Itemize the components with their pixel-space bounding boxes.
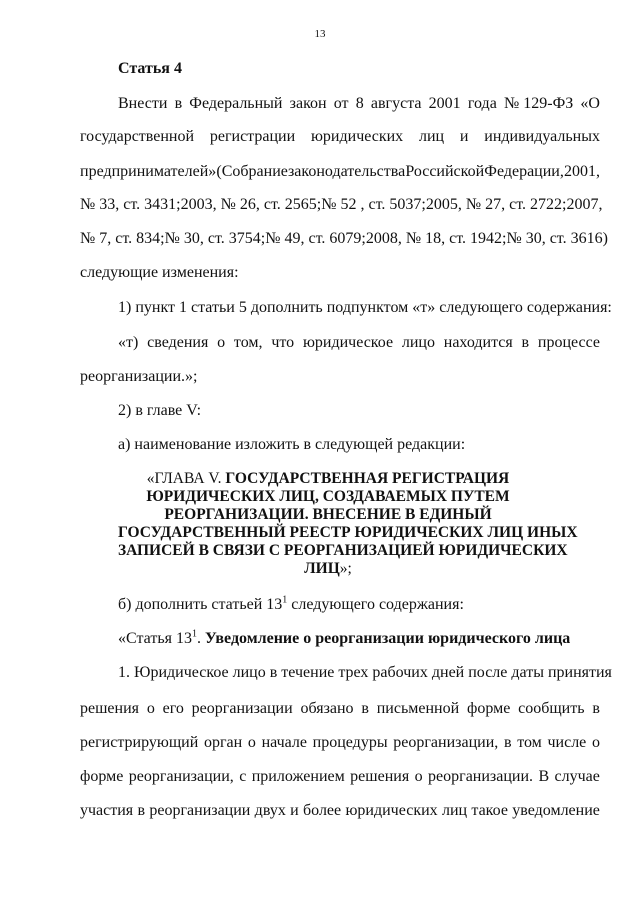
word: реорганизации. [428,768,534,785]
word: 2005, № 27, ст. 2722; [425,196,567,213]
word: юридическое [302,334,394,351]
word: № 33, ст. 3431; [80,196,181,213]
item-2b-superscript: 1 [282,594,288,606]
word: № 30, ст. 3754; [164,230,266,247]
word: что [271,334,295,351]
word: юридических [345,802,438,819]
word: и [290,802,299,819]
word: о [247,734,256,751]
word: регистрации [209,128,296,145]
word: от [333,95,349,112]
new-article-title: Уведомление о реорганизации юридического лица [204,630,571,647]
new-article-superscript: 1 [191,628,197,640]
word: Федеральный [189,95,283,112]
word: в [174,95,183,112]
p1-line-6: следующие изменения: [80,264,239,281]
word: в [361,700,369,717]
chapter-prefix: «ГЛАВА V. [146,470,222,487]
chapter-heading-line-1 [118,470,538,488]
item-2: 2) в главе V: [118,402,202,419]
new-article-heading [118,630,570,648]
word: и [459,128,469,145]
word: года [467,95,497,112]
word: № 30, ст. 3616) [506,230,608,247]
page-number: 13 [314,28,326,40]
word: реорганизации [191,700,293,717]
item-2b [118,596,464,614]
word: форме [80,768,124,785]
para-1-line-3 [80,734,600,752]
word: орган [203,734,243,751]
word: предпринимателей» [80,163,217,180]
p1-line-2 [80,128,600,146]
word: приложением [251,768,345,785]
word: лицо [401,334,435,351]
item-2a: а) наименование изложить в следующей редакции: [118,436,466,453]
word: в [503,734,512,751]
chapter-title-part-3: РЕОРГАНИЗАЦИИ. ВНЕСЕНИЕ В ЕДИНЫЙ [164,506,492,523]
item-1-quote-line-2: реорганизации.»; [80,368,198,385]
chapter-title-part-6: ЛИЦ [304,560,340,577]
word: о [146,700,155,717]
para-1-line-2 [80,700,600,718]
item-2b-text: б) дополнить статьей 13 [118,596,283,613]
item-1-quote-line-1 [118,334,600,352]
item-2b-text-end: следующего содержания: [287,596,464,613]
new-article-label: «Статья 13 [118,630,192,647]
p1-line-3 [80,163,600,181]
word: В [538,768,550,785]
word: более [303,802,342,819]
para-1-line-4 [80,768,600,786]
word: сообщить [518,700,585,717]
p1-line-4 [80,196,603,214]
word: закон [289,95,327,112]
word: августа [370,95,422,112]
word: 2001, [563,163,600,180]
word: форме [466,700,511,717]
word: «т) [118,334,139,351]
word: обязано [300,700,354,717]
word: начале [261,734,307,751]
chapter-title-part-2: ЮРИДИЧЕСКИХ ЛИЦ, СОЗДАВАЕМЫХ ПУТЕМ [146,488,510,505]
word: Федерации, [484,163,564,180]
chapter-suffix: »; [339,560,352,577]
word: «О [580,95,600,112]
word: № 49, ст. 6079; [265,230,366,247]
chapter-title-part-4: ГОСУДАРСТВЕННЫЙ РЕЕСТР ЮРИДИЧЕСКИХ ЛИЦ ИНЫХ [118,524,578,541]
word: государственной [80,128,195,145]
word: решения [80,700,140,717]
para-1-line-1: 1. Юридическое лицо в течение трех рабочих дней после даты принятия [118,664,612,681]
word: в [137,802,146,819]
word: сведения [147,334,209,351]
word: № 52 , ст. 5037; [321,196,426,213]
word: с [239,768,247,785]
word: процессе [537,334,600,351]
word: процедуры [312,734,388,751]
word: случае [554,768,600,785]
word: 2003, № 26, ст. 2565; [180,196,322,213]
p1-line-5 [80,230,608,248]
word: Внести [118,95,168,112]
p1-line-1 [118,95,600,113]
word: решения [350,768,410,785]
chapter-heading-line-6 [118,560,538,578]
word: реорганизации [149,802,251,819]
word: числе [547,734,587,751]
word: реорганизации, [128,768,234,785]
word: участия [80,802,134,819]
word: письменной [376,700,460,717]
word: его [162,700,184,717]
para-1-line-5 [80,802,600,820]
word: Российской [405,163,485,180]
word: том, [233,334,263,351]
word: уведомление [512,802,600,819]
word: в [592,700,600,717]
chapter-heading [118,470,578,578]
word: находится [443,334,513,351]
word: реорганизации, [393,734,499,751]
word: (Собрание [216,163,288,180]
chapter-title-part-1: ГОСУДАРСТВЕННАЯ РЕГИСТРАЦИЯ [225,470,510,487]
item-1: 1) пункт 1 статьи 5 дополнить подпунктом «т» следующего содержания: [118,299,612,316]
word: регистрирующий [80,734,199,751]
word: юридических [310,128,404,145]
word: о [591,734,600,751]
word: 8 [355,95,364,112]
word: законодательства [287,163,406,180]
word: индивидуальных [484,128,600,145]
word: № 7, ст. 834; [80,230,165,247]
article-title: Статья 4 [118,60,182,77]
chapter-title-part-5: ЗАПИСЕЙ В СВЯЗИ С РЕОРГАНИЗАЦИЕЙ ЮРИДИЧЕСКИХ [118,542,568,559]
word: лиц [418,128,445,145]
word: 2008, № 18, ст. 1942; [365,230,507,247]
word: о [414,768,423,785]
word: том [517,734,542,751]
word: лиц [441,802,468,819]
word: в [521,334,530,351]
new-article-dot: . [196,630,205,647]
word: такое [471,802,508,819]
word: № 129-ФЗ [503,95,574,112]
word: 2007, [566,196,603,213]
word: о [217,334,226,351]
word: двух [254,802,286,819]
word: 2001 [428,95,461,112]
